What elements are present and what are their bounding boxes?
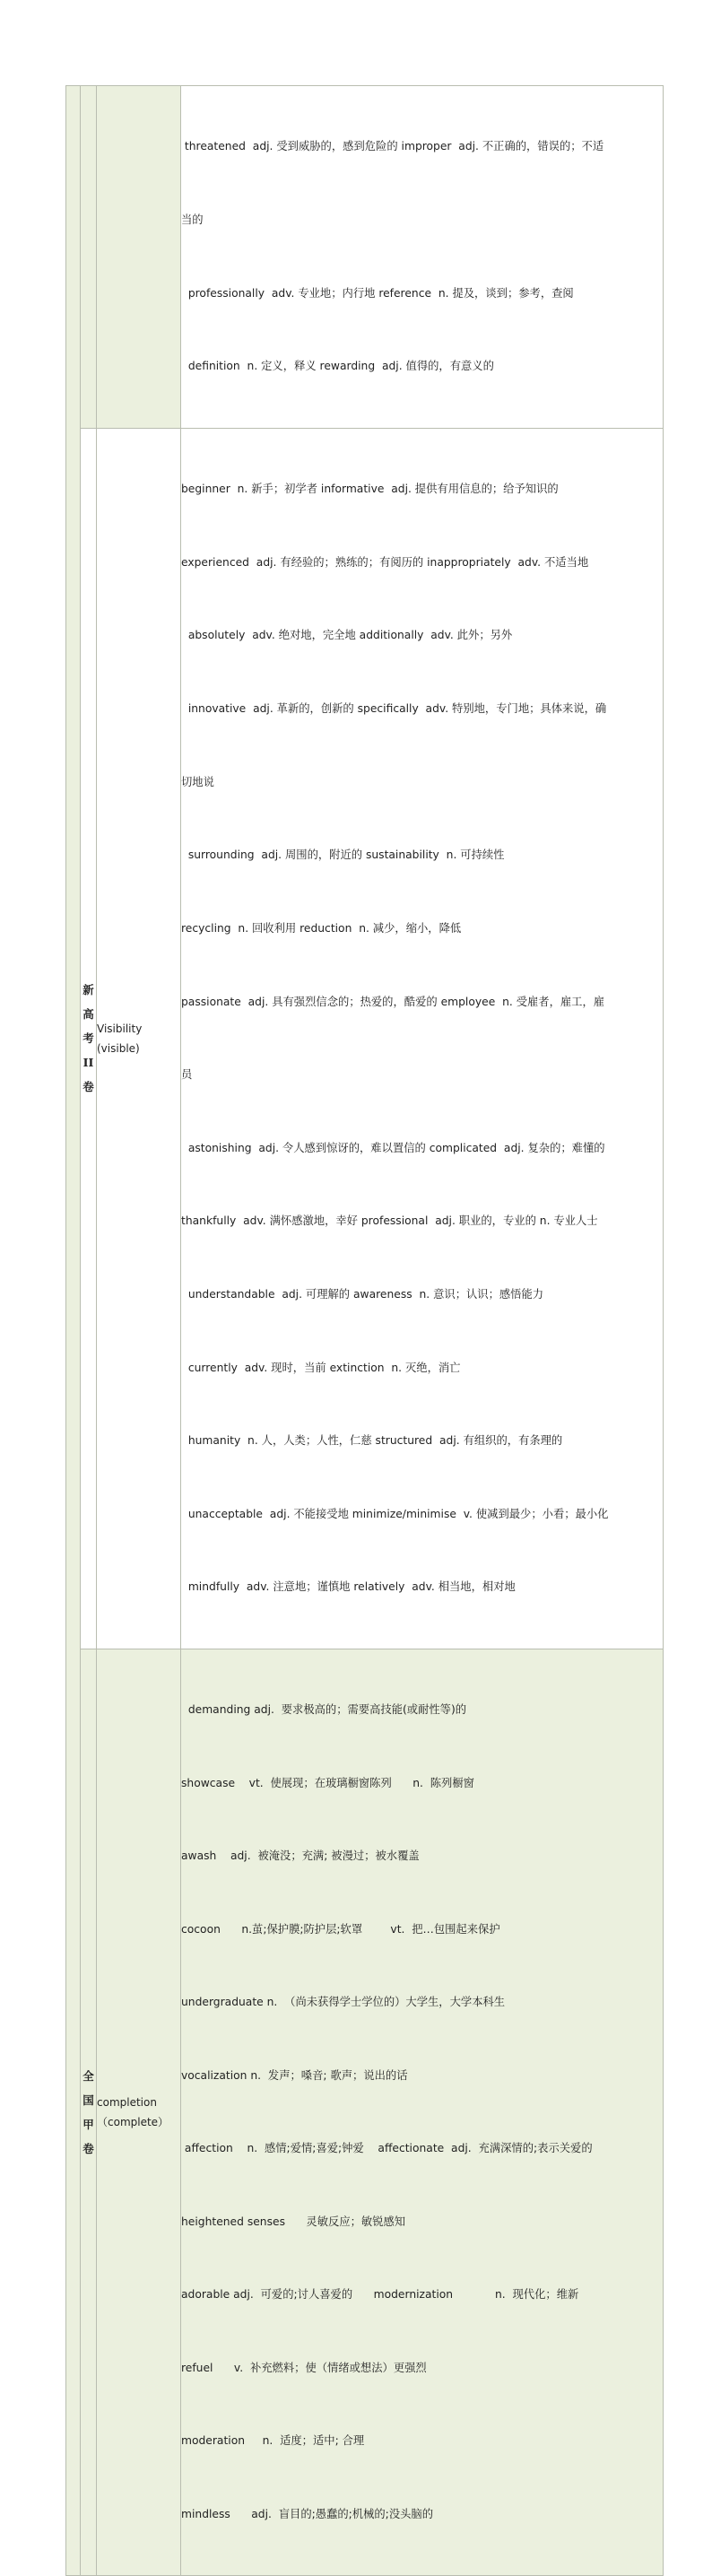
word-line: undergraduate n. （尚未获得学士学位的）大学生，大学本科生: [181, 1996, 506, 2009]
word-line: awash adj. 被淹没；充满; 被漫过；被水覆盖: [181, 1849, 420, 1863]
exam-name: 全 国 甲 卷: [81, 1649, 97, 2576]
section-row-1: [66, 86, 664, 429]
word-line: professionally adv. 专业地；内行地 reference n. 提及，谈到；参考，查阅: [181, 286, 574, 300]
word-line: astonishing adj. 令人感到惊讶的，难以置信的 complicated adj. 复杂的；难懂的: [181, 1141, 605, 1154]
word-line: absolutely adv. 绝对地，完全地 additionally adv. 此外；另外: [181, 629, 513, 642]
word-line: experienced adj. 有经验的；熟练的；有阅历的 inappropriately adv. 不适当地: [181, 555, 589, 569]
word-line: demanding adj. 要求极高的；需要高技能(或耐性等)的: [181, 1703, 467, 1717]
word-line: currently adv. 现时，当前 extinction n. 灭绝，消亡: [181, 1361, 461, 1374]
word-line: 切地说: [181, 775, 214, 788]
exam-cell: [81, 86, 97, 429]
word-line: definition n. 定义，释义 rewarding adj. 值得的，有意义的: [181, 360, 494, 373]
word-line: heightened senses 灵敏反应；敏锐感知: [181, 2215, 406, 2228]
word-line: moderation n. 适度；适中; 合理: [181, 2434, 365, 2448]
section-row-2: [66, 428, 664, 1649]
word-line: thankfully adv. 满怀感激地，幸好 professional adj. 职业的，专业的 n. 专业人士: [181, 1214, 598, 1228]
vocabulary-table: [65, 85, 664, 2576]
word-line: adorable adj. 可爱的;讨人喜爱的 modernization n. 现代化；维新: [181, 2288, 579, 2302]
word-line: passionate adj. 具有强烈信念的；热爱的，酷爱的 employee n. 受雇者，雇工，雇: [181, 995, 605, 1008]
word-line: recycling n. 回收利用 reduction n. 减少，缩小，降低: [181, 921, 462, 935]
topic-cell: [97, 86, 181, 429]
word-line: unacceptable adj. 不能接受地 minimize/minimise v. 使减到最少；小看；最小化: [181, 1507, 609, 1520]
word-line: vocalization n. 发声；嗓音; 歌声；说出的话: [181, 2068, 408, 2082]
topic-label: completion （complete）: [97, 1649, 181, 2576]
word-line: affection n. 感情;爱情;喜爱;钟爱 affectionate adj. 充满深情的;表示关爱的: [181, 2142, 593, 2155]
section-row-3: [66, 1649, 664, 2576]
left-margin-cell: [66, 86, 81, 2576]
word-line: threatened adj. 受到威胁的，感到危险的 improper adj. 不正确的，错误的；不适: [181, 140, 604, 153]
word-list-cell: [181, 1649, 664, 2576]
topic-label: Visibility (visible): [97, 428, 181, 1649]
word-line: 员: [181, 1068, 193, 1082]
word-line: refuel v. 补充燃料；使（情绪或想法）更强烈: [181, 2361, 427, 2374]
word-list-cell: [181, 86, 664, 429]
word-line: beginner n. 新手；初学者 informative adj. 提供有用信息的；给予知识的: [181, 483, 559, 496]
word-list-cell: [181, 428, 664, 1649]
exam-name: 新 高 考 II 卷: [81, 428, 97, 1649]
word-line: innovative adj. 革新的，创新的 specifically adv. 特别地，专门地；具体来说，确: [181, 702, 607, 716]
word-line: mindfully adv. 注意地；谨慎地 relatively adv. 相当地，相对地: [181, 1580, 516, 1594]
word-line: 当的: [181, 213, 204, 227]
word-line: surrounding adj. 周围的，附近的 sustainability n. 可持续性: [181, 849, 505, 862]
word-line: cocoon n.茧;保护膜;防护层;软罩 vt. 把…包围起来保护: [181, 1922, 500, 1936]
word-line: understandable adj. 可理解的 awareness n. 意识；认识；感悟能力: [181, 1287, 544, 1301]
word-line: showcase vt. 使展现；在玻璃橱窗陈列 n. 陈列橱窗: [181, 1776, 474, 1789]
word-line: mindless adj. 盲目的;愚蠢的;机械的;没头脑的: [181, 2507, 434, 2520]
word-line: humanity n. 人，人类；人性，仁慈 structured adj. 有组织的，有条理的: [181, 1434, 563, 1448]
